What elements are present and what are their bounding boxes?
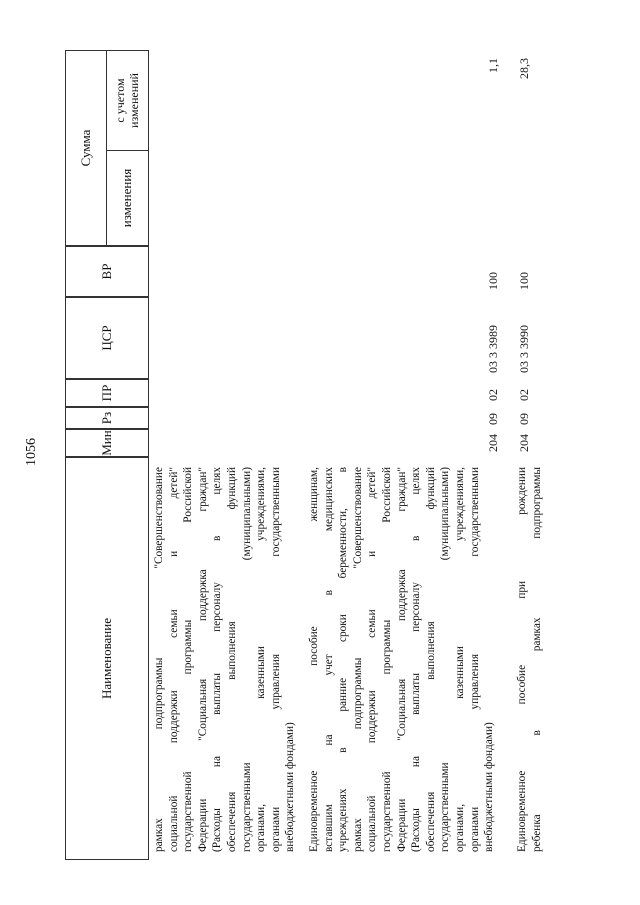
header-min (65, 429, 149, 457)
row-total: 1,1 (486, 58, 500, 73)
row-line: рамках подпрограммы "Совершенствование (351, 467, 364, 852)
row-line: учреждениях в ранние сроки беременности, в (337, 467, 350, 852)
row-csr: 03 3 3989 (486, 325, 500, 373)
header-summa (65, 50, 107, 246)
row-csr: 03 3 3990 (517, 325, 531, 373)
table-row (511, 50, 575, 860)
row-line: ребенка в рамках подпрограммы (530, 467, 543, 852)
row-line: вставшим на учет в медицинских (322, 467, 335, 852)
row-line: обеспечения выполнения функций (225, 467, 238, 852)
page-number: 1056 (24, 438, 39, 466)
row-line: государственными (муниципальными) (240, 467, 253, 852)
header-with-change (106, 50, 149, 151)
header-rz-label: Рз (98, 411, 114, 425)
header-pr-label: ПР (98, 384, 114, 402)
row-line: (Расходы на выплаты персоналу в целях (211, 467, 224, 852)
row-line: государственной программы Российской (380, 467, 393, 852)
table-row (149, 50, 299, 860)
row-pr: 02 (517, 389, 531, 401)
row-name (152, 467, 298, 852)
row-line: внебюджетными фондами) (284, 722, 297, 852)
header-vr (65, 246, 149, 297)
row-line: социальной поддержки семьи и детей" (167, 467, 180, 852)
header-change-label: изменения (119, 168, 135, 228)
header-name-label: Наименование (98, 618, 114, 699)
row-line: внебюджетными фондами) (483, 722, 496, 852)
row-line: органами, казенными учреждениями, (255, 467, 268, 852)
row-vr: 100 (517, 272, 531, 290)
row-line: органами управления государственными (269, 467, 282, 852)
row-name (307, 467, 497, 852)
header-summa-label: Сумма (77, 129, 93, 167)
row-line: Единовременное пособие при рождении (516, 467, 528, 852)
row-line: Федерации "Социальная поддержка граждан" (196, 467, 209, 852)
header-change (106, 150, 149, 246)
row-line: государственными (муниципальными) (439, 467, 452, 852)
row-vr: 100 (486, 272, 500, 290)
row-rz: 09 (517, 413, 531, 425)
row-min: 204 (486, 434, 500, 452)
header-csr-label: ЦСР (98, 325, 114, 351)
row-line: органами управления государственными (468, 467, 481, 852)
header-name (65, 457, 149, 860)
header-with-change-line1: с учетом (112, 78, 127, 123)
row-min: 204 (517, 434, 531, 452)
row-line: органами, казенными учреждениями, (453, 467, 466, 852)
row-line: (Расходы на выплаты персоналу в целях (410, 467, 423, 852)
row-line: Единовременное пособие женщинам, (308, 467, 320, 852)
row-line: Федерации "Социальная поддержка граждан" (395, 467, 408, 852)
header-rz (65, 407, 149, 429)
row-line: рамках подпрограммы "Совершенствование (153, 467, 165, 852)
row-pr: 02 (486, 389, 500, 401)
header-vr-label: ВР (98, 263, 114, 280)
row-name (515, 467, 544, 852)
header-min-label: Мин (98, 430, 114, 456)
header-pr (65, 379, 149, 407)
row-line: обеспечения выполнения функций (424, 467, 437, 852)
row-total: 28,3 (517, 58, 531, 79)
table-row (303, 50, 503, 860)
row-line: государственной программы Российской (182, 467, 195, 852)
row-line: социальной поддержки семьи и детей" (366, 467, 379, 852)
row-rz: 09 (486, 413, 500, 425)
budget-table (65, 50, 575, 860)
header-csr (65, 297, 149, 379)
header-with-change-line2: изменений (126, 73, 141, 128)
